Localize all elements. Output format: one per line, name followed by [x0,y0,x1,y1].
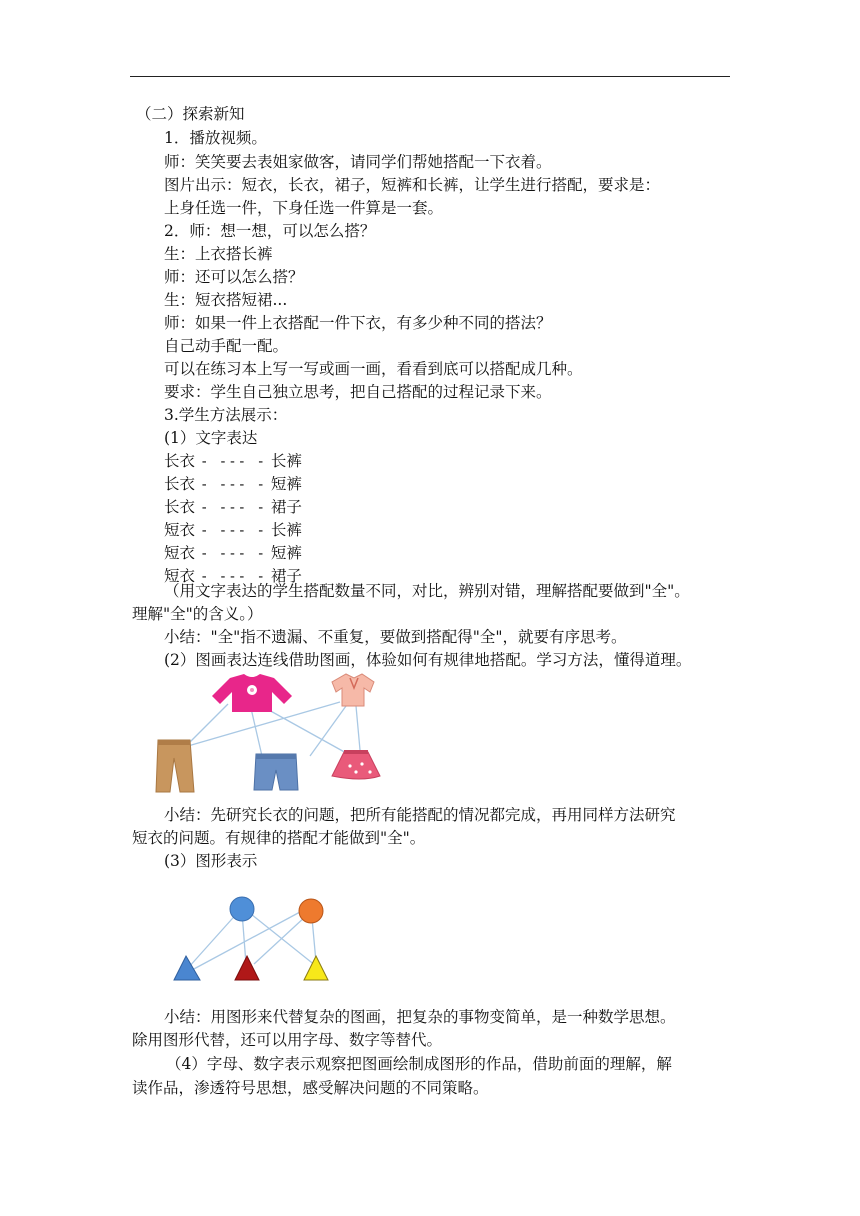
pairing-row: 短衣 - --- - 裙子 [164,567,302,585]
item-line: 读作品，渗透符号思想，感受解决问题的不同策略。 [132,1079,489,1097]
text-line: 师：笑笑要去表姐家做客，请同学们帮她搭配一下衣着。 [164,153,552,171]
section-heading: （二）探索新知 [136,105,245,123]
header-rule [130,76,730,77]
item-line: (3）图形表示 [164,852,258,870]
summary-line: 小结：用图形来代替复杂的图画，把复杂的事物变简单，是一种数学思想。 [164,1008,676,1026]
summary-line: 除用图形代替，还可以用字母、数字等替代。 [132,1031,443,1049]
note-line: （用文字表达的学生搭配数量不同，对比，辨别对错，理解搭配要做到"全"。 [164,582,690,600]
long-pants-icon [156,740,194,792]
text-line: 师：如果一件上衣搭配一件下衣，有多少种不同的搭法？ [164,314,552,332]
clothing-pairing-illustration [140,670,410,800]
blue-circle-shape [230,897,254,921]
shape-pairing-diagram [170,890,340,985]
summary-line: 小结："全"指不遗漏、不重复，要做到搭配得"全"，就要有序思考。 [164,628,627,646]
short-sleeve-shirt-icon [332,674,374,706]
skirt-icon [332,750,380,779]
pairing-row: 长衣 - --- - 短裤 [164,475,302,493]
shorts-icon [254,754,298,790]
text-line: (1）文字表达 [164,429,258,447]
text-line: 2．师：想一想，可以怎么搭？ [164,222,376,240]
text-line: 师：还可以怎么搭？ [164,268,304,286]
text-line: 生：短衣搭短裙... [164,291,288,309]
pairing-row: 短衣 - --- - 短裤 [164,544,302,562]
shape-lines [188,910,316,970]
pairing-row: 短衣 - --- - 长裤 [164,521,302,539]
orange-circle-shape [299,899,323,923]
item-line: (2）图画表达连线借助图画，体验如何有规律地搭配。学习方法，懂得道理。 [164,651,692,669]
text-line: 要求：学生自己独立思考，把自己搭配的过程记录下来。 [164,383,552,401]
note-line: 理解"全"的含义。） [132,605,263,623]
text-line: 生：上衣搭长裤 [164,245,273,263]
pairing-row: 长衣 - --- - 裙子 [164,498,302,516]
text-line: 自己动手配一配。 [164,337,289,355]
long-sleeve-shirt-icon [212,674,292,712]
red-triangle-shape [235,956,259,980]
text-line: 1．播放视频。 [164,129,267,147]
summary-line: 短衣的问题。有规律的搭配才能做到"全"。 [132,829,426,847]
pairing-row: 长衣 - --- - 长裤 [164,452,302,470]
text-line: 上身任选一件，下身任选一件算是一套。 [164,199,444,217]
text-line: 可以在练习本上写一写或画一画，看看到底可以搭配成几种。 [164,360,583,378]
summary-line: 小结：先研究长衣的问题，把所有能搭配的情况都完成，再用同样方法研究 [164,806,676,824]
text-line: 图片出示：短衣，长衣，裙子，短裤和长裤，让学生进行搭配，要求是： [164,176,661,194]
text-line: 3.学生方法展示： [164,406,288,424]
item-line: （4）字母、数字表示观察把图画绘制成图形的作品，借助前面的理解，解 [166,1055,672,1073]
